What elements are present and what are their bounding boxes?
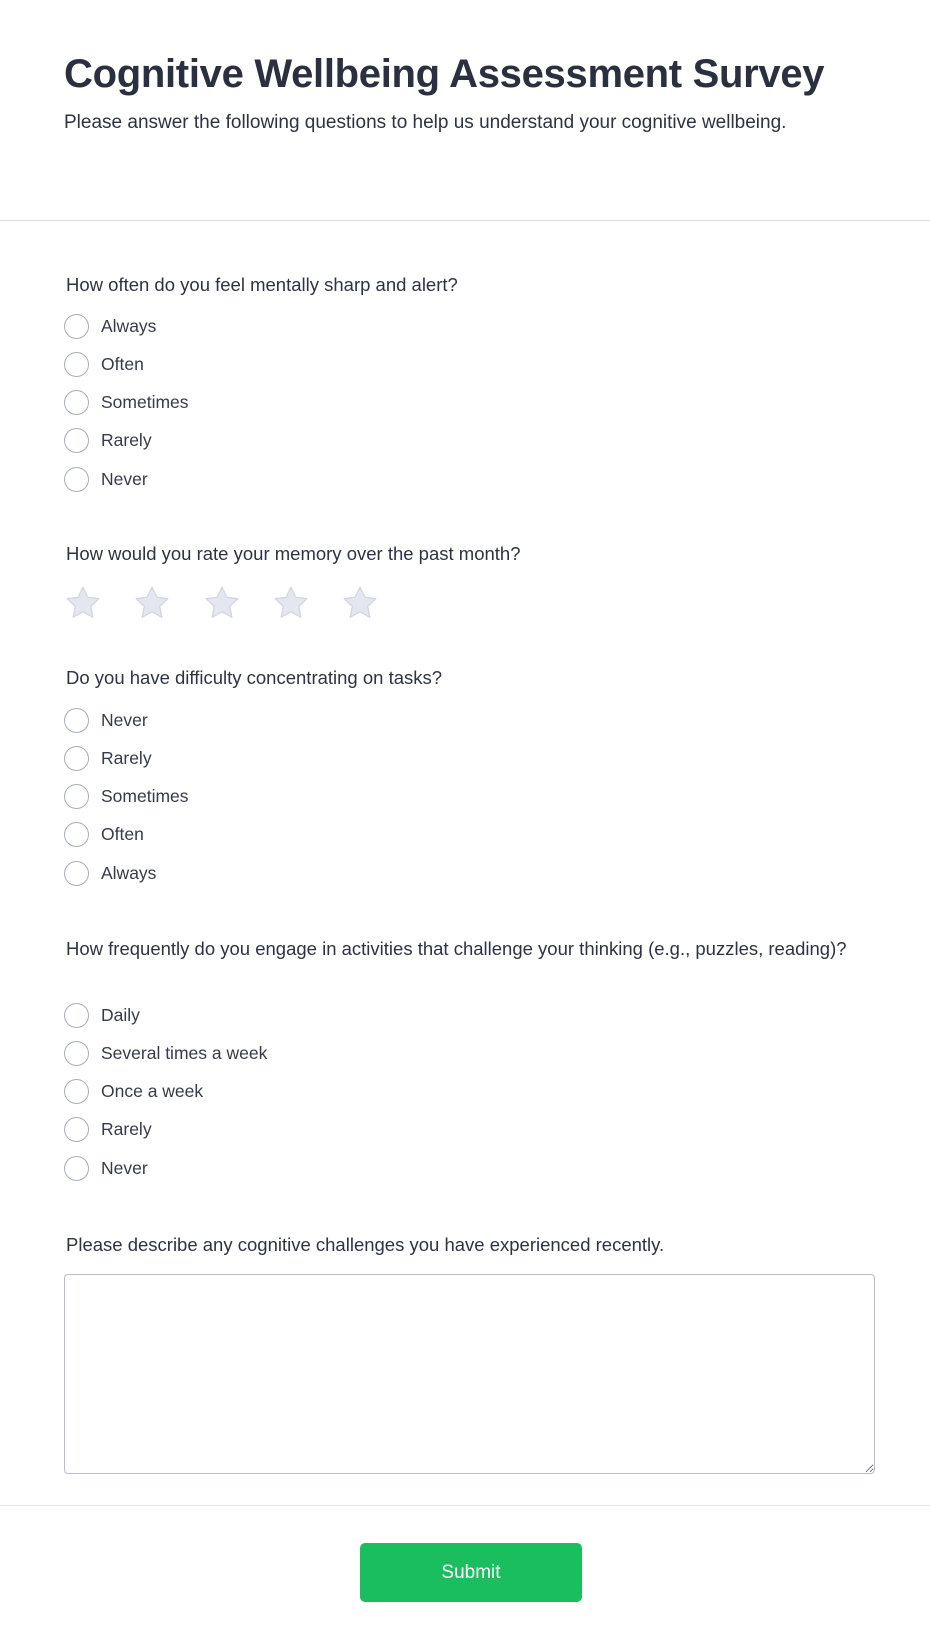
footer-divider	[0, 1505, 930, 1506]
radio-button[interactable]	[64, 352, 89, 377]
radio-option-label: Rarely	[101, 430, 152, 451]
question-1-label: How often do you feel mentally sharp and alert?	[66, 274, 458, 295]
cognitive-challenges-textarea[interactable]	[64, 1274, 875, 1474]
radio-button[interactable]	[64, 467, 89, 492]
radio-option-label: Once a week	[101, 1081, 204, 1102]
radio-option[interactable]	[64, 860, 156, 886]
radio-option[interactable]	[64, 784, 189, 810]
radio-option-label: Never	[101, 468, 148, 489]
question-5-label: Please describe any cognitive challenges you have experienced recently.	[66, 1234, 665, 1255]
survey-header	[0, 0, 930, 221]
radio-button[interactable]	[64, 708, 89, 733]
radio-option[interactable]	[64, 745, 152, 771]
radio-option[interactable]	[64, 351, 144, 377]
star-rating-icon[interactable]	[202, 583, 242, 623]
question-2-label: How would you rate your memory over the past month?	[66, 543, 521, 564]
star-rating-icon[interactable]	[63, 583, 103, 623]
radio-option-label: Several times a week	[101, 1042, 268, 1063]
radio-option-label: Often	[101, 824, 144, 845]
radio-button[interactable]	[64, 1156, 89, 1181]
radio-option[interactable]	[64, 1155, 148, 1181]
page-title: Cognitive Wellbeing Assessment Survey	[64, 52, 825, 96]
star-rating-icon[interactable]	[271, 583, 311, 623]
star-rating-icon[interactable]	[132, 583, 172, 623]
radio-option[interactable]	[64, 313, 156, 339]
radio-option-label: Rarely	[101, 747, 152, 768]
radio-option-label: Always	[101, 862, 157, 883]
radio-option[interactable]	[64, 1002, 140, 1028]
radio-option-label: Rarely	[101, 1119, 152, 1140]
radio-button[interactable]	[64, 390, 89, 415]
radio-button[interactable]	[64, 822, 89, 847]
submit-button[interactable]: Submit	[360, 1543, 582, 1602]
radio-button[interactable]	[64, 861, 89, 886]
star-rating-icon[interactable]	[340, 583, 380, 623]
radio-option-label: Never	[101, 1157, 148, 1178]
page-subtitle: Please answer the following questions to help us understand your cognitive wellbeing.	[64, 112, 787, 133]
radio-option-label: Never	[101, 709, 148, 730]
radio-option-label: Always	[101, 315, 157, 336]
radio-button[interactable]	[64, 1003, 89, 1028]
radio-button[interactable]	[64, 1079, 89, 1104]
radio-option[interactable]	[64, 822, 144, 848]
radio-option[interactable]	[64, 1040, 267, 1066]
radio-button[interactable]	[64, 1117, 89, 1142]
radio-button[interactable]	[64, 314, 89, 339]
radio-option-label: Sometimes	[101, 392, 189, 413]
radio-button[interactable]	[64, 1041, 89, 1066]
radio-option[interactable]	[64, 1117, 152, 1143]
radio-option[interactable]	[64, 707, 148, 733]
radio-button[interactable]	[64, 784, 89, 809]
radio-option-label: Daily	[101, 1004, 140, 1025]
radio-option[interactable]	[64, 428, 152, 454]
radio-option-label: Sometimes	[101, 786, 189, 807]
radio-option[interactable]	[64, 1079, 203, 1105]
radio-button[interactable]	[64, 428, 89, 453]
radio-option[interactable]	[64, 466, 148, 492]
question-3-label: Do you have difficulty concentrating on tasks?	[66, 667, 443, 688]
radio-option[interactable]	[64, 390, 189, 416]
question-4-label: How frequently do you engage in activities that challenge your thinking (e.g., puzzles, reading)?	[66, 938, 847, 959]
radio-button[interactable]	[64, 746, 89, 771]
radio-option-label: Often	[101, 353, 144, 374]
